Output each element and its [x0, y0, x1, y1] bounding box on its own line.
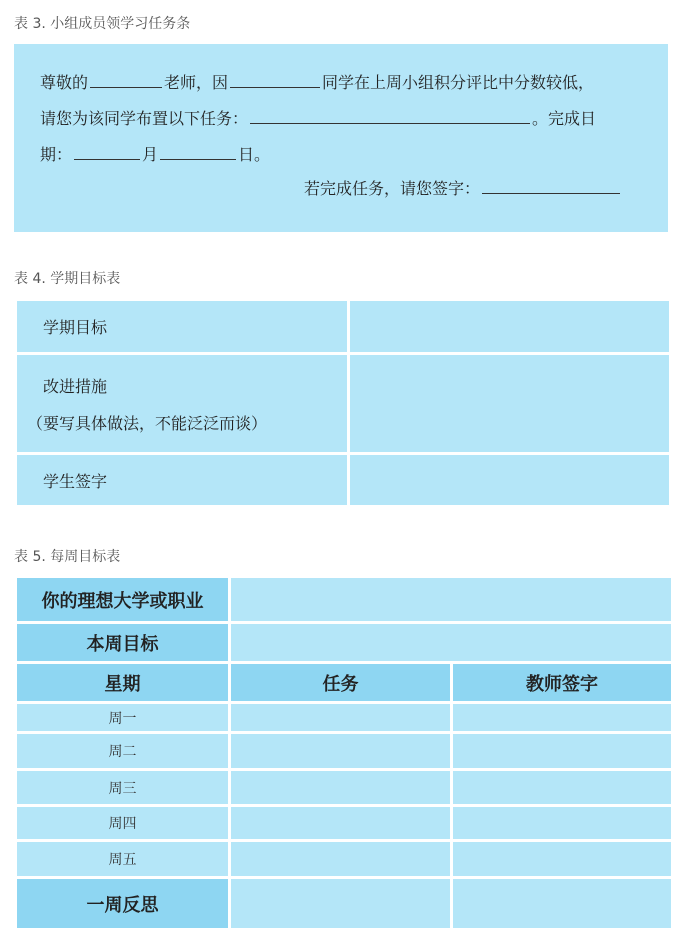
semester-goal-cell[interactable]: [350, 301, 669, 352]
week-goal-label: 本周目标: [17, 624, 228, 661]
reflection-sign-cell[interactable]: [453, 879, 671, 928]
note-text: 月: [142, 145, 159, 164]
day-label: 周三: [17, 771, 228, 804]
task-cell[interactable]: [231, 734, 450, 768]
note-text: 同学在上周小组积分评比中分数较低，: [322, 73, 595, 92]
sign-cell[interactable]: [453, 704, 671, 731]
note-text: 老师，因: [164, 73, 229, 92]
ideal-label: 你的理想大学或职业: [17, 578, 228, 621]
day-blank[interactable]: [160, 145, 236, 160]
note-text: 期：: [40, 145, 73, 164]
col-task-header: 任务: [231, 664, 450, 701]
task-cell[interactable]: [231, 771, 450, 804]
task-cell[interactable]: [231, 842, 450, 876]
improvement-cell[interactable]: [350, 355, 669, 452]
day-label: 周一: [17, 704, 228, 731]
note-text: 尊敬的: [40, 73, 89, 92]
ideal-cell[interactable]: [231, 578, 671, 621]
improvement-label: [17, 355, 347, 452]
task-note-box: [14, 44, 668, 232]
sign-cell[interactable]: [453, 807, 671, 839]
table3-caption: 表 3. 小组成员领学习任务条: [14, 16, 191, 32]
week-goal-cell[interactable]: [231, 624, 671, 661]
teacher-blank[interactable]: [90, 73, 162, 88]
note-text: 请您为该同学布置以下任务：: [40, 109, 249, 128]
note-line-4: [304, 176, 622, 199]
note-line-1: [40, 70, 594, 93]
semester-goal-table: [14, 298, 672, 508]
reflection-task-cell[interactable]: [231, 879, 450, 928]
signature-blank[interactable]: [482, 179, 620, 194]
task-cell[interactable]: [231, 704, 450, 731]
note-line-3: [40, 142, 270, 165]
day-label: 周四: [17, 807, 228, 839]
task-cell[interactable]: [231, 807, 450, 839]
col-sign-header: 教师签字: [453, 664, 671, 701]
month-blank[interactable]: [74, 145, 140, 160]
day-label: 周二: [17, 734, 228, 768]
note-text: 若完成任务，请您签字：: [304, 179, 481, 198]
sign-cell[interactable]: [453, 734, 671, 768]
day-label: 周五: [17, 842, 228, 876]
note-text: 。完成日: [532, 109, 597, 128]
semester-goal-label: 学期目标: [17, 301, 347, 352]
note-text: 日。: [238, 145, 271, 164]
sign-cell[interactable]: [453, 771, 671, 804]
col-day-header: 星期: [17, 664, 228, 701]
note-line-2: [40, 106, 596, 129]
task-blank[interactable]: [250, 109, 530, 124]
reflection-label: 一周反思: [17, 879, 228, 928]
student-blank[interactable]: [230, 73, 320, 88]
table4-caption: 表 4. 学期目标表: [14, 271, 121, 287]
sign-cell[interactable]: [453, 842, 671, 876]
weekly-goal-table: [14, 575, 674, 931]
student-sign-cell[interactable]: [350, 455, 669, 505]
student-sign-label: 学生签字: [17, 455, 347, 505]
improvement-title: 改进措施: [43, 376, 108, 396]
table5-caption: 表 5. 每周目标表: [14, 549, 121, 565]
improvement-note: （要写具体做法，不能泛泛而谈）: [27, 413, 268, 433]
